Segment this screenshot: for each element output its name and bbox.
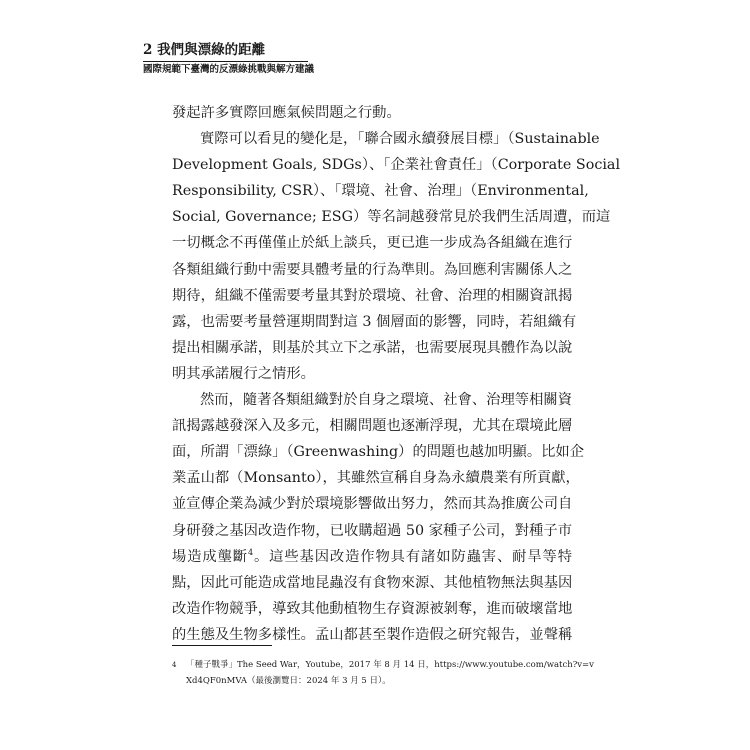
footnote-reference[interactable]: 4 xyxy=(247,547,254,557)
footnote xyxy=(172,657,592,689)
text-line: 明其承諾履行之情形。 xyxy=(172,365,315,382)
text-line: 身研發之基因改造作物，已收購超過 50 家種子公司，對種子市 xyxy=(172,522,572,539)
text-line: 業孟山都（Monsanto），其雖然宣稱自身為永續農業有所貢獻， xyxy=(172,470,580,487)
text-line: 提出相關承諾，則基於其立下之承諾，也需要展現具體作為以說 xyxy=(172,339,573,356)
text-line: 訊揭露越發深入及多元，相關問題也逐漸浮現，尤其在環境此層 xyxy=(172,418,573,435)
text-line: Development Goals, SDGs）、「企業社會責任」（Corporate Social xyxy=(172,157,621,174)
header-rule xyxy=(143,61,308,62)
text-line: 期待，組織不僅需要考量其對於環境、社會、治理的相關資訊揭 xyxy=(172,287,573,304)
paragraph-2 xyxy=(172,126,621,387)
text-line: 實際可以看見的變化是，「聯合國永續發展目標」（Sustainable xyxy=(200,131,600,148)
text-line: 各類組織行動中需要具體考量的行為準則。為回應利害關係人之 xyxy=(172,261,573,278)
text-segment: 場造成壟斷 xyxy=(172,548,248,565)
text-line: 露，也需要考量營運期間對這 3 個層面的影響，同時，若組織有 xyxy=(172,313,577,330)
header-subtitle: 國際規範下臺灣的反漂綠挑戰與解方建議 xyxy=(143,64,315,75)
footnote-line-2: Xd4QF0nMVA（最後瀏覽日：2024 年 3 月 5 日）。 xyxy=(186,676,391,686)
text-line-with-footnote xyxy=(172,544,572,570)
text-line: 面，所謂「漂綠」（Greenwashing）的問題也越加明顯。比如企 xyxy=(172,444,585,461)
header-title: 2 我們與漂綠的距離 xyxy=(143,42,266,58)
text-line: 然而，隨著各類組織對於自身之環境、社會、治理等相關資 xyxy=(200,392,572,409)
text-segment: 。這些基因改造作物具有諸如防蟲害、耐旱等特 xyxy=(253,548,573,565)
text-line: 一切概念不再僅僅止於紙上談兵，更已進一步成為各組織在進行 xyxy=(172,235,573,252)
text-line: 並宣傳企業為減少對於環境影響做出努力，然而其為推廣公司自 xyxy=(172,496,573,513)
paragraph-1 xyxy=(172,100,572,126)
text-line: 點，因此可能造成當地昆蟲沒有食物來源、其他植物無法與基因 xyxy=(172,574,573,591)
body-text xyxy=(172,100,621,648)
text-line: Social, Governance; ESG）等名詞越發常見於我們生活周遭，而這 xyxy=(172,209,611,226)
text-line: 的生態及生物多樣性。孟山都甚至製作造假之研究報告，並聲稱 xyxy=(172,626,573,643)
footnote-line-1 xyxy=(172,657,592,673)
footnote-text: 「種子戰爭」The Seed War，Youtube，2017 年 8 月 14 日，https://www.youtube.com/watch?v=v xyxy=(186,660,594,670)
text-line: 發起許多實際回應氣候問題之行動。 xyxy=(172,105,401,121)
footnote-number: 4 xyxy=(172,661,177,669)
paragraph-3 xyxy=(172,387,585,648)
text-line: Responsibility, CSR）、「環境、社會、治理」（Environmental, xyxy=(172,183,589,200)
text-line: 改造作物競爭，導致其他動植物生存資源被剝奪，進而破壞當地 xyxy=(172,600,573,617)
footnote-divider xyxy=(172,645,272,646)
running-header xyxy=(143,42,315,76)
